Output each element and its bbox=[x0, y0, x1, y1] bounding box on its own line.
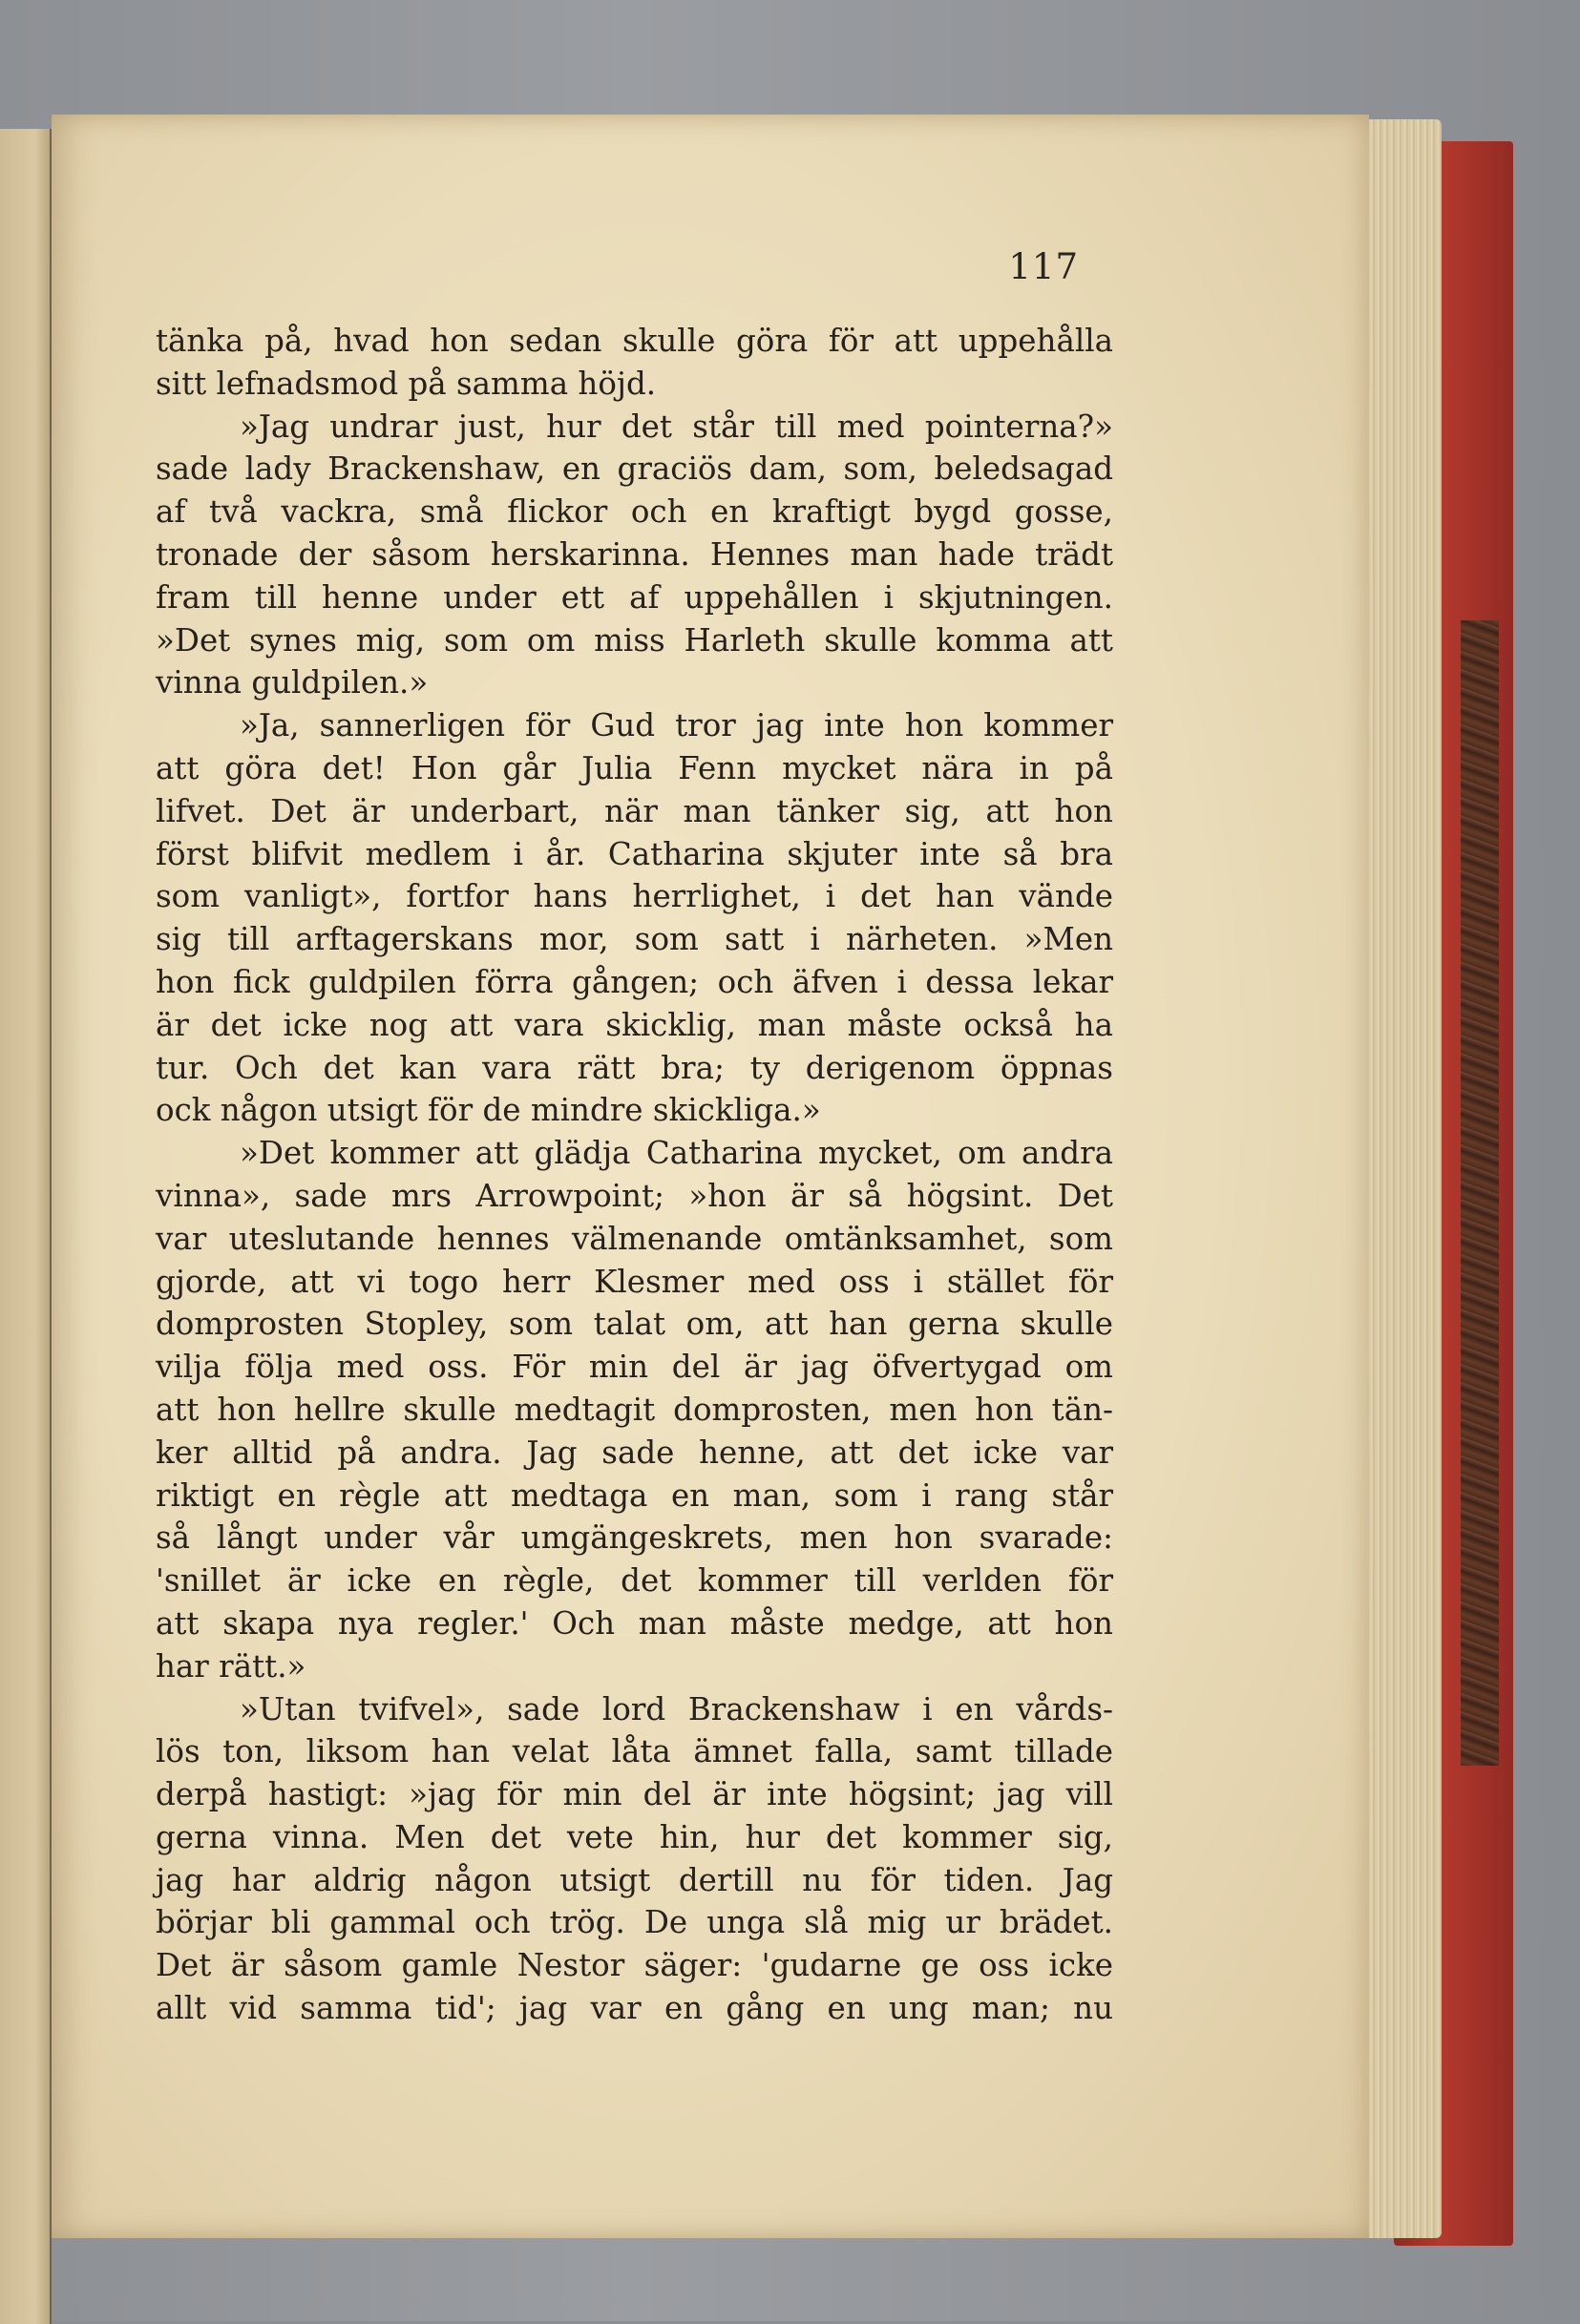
text-line: har rätt.» bbox=[156, 1647, 306, 1685]
text-line: »Jag undrar just, hur det står till med pointerna?» bbox=[240, 408, 1113, 445]
text-line: lifvet. Det är underbart, när man tänker sig, att hon bbox=[156, 792, 1113, 829]
text-line: 'snillet är icke en règle, det kommer till verlden för bbox=[156, 1562, 1113, 1600]
text-line: vilja följa med oss. För min del är jag öfvertygad om bbox=[156, 1349, 1113, 1386]
text-line: ker alltid på andra. Jag sade henne, att det icke var bbox=[156, 1434, 1113, 1471]
text-line: »Det kommer att glädja Catharina mycket, om andra bbox=[240, 1135, 1113, 1172]
body-text bbox=[156, 320, 1113, 2030]
text-line: lös ton, liksom han velat låta ämnet falla, samt tillade bbox=[156, 1733, 1113, 1770]
text-line: sitt lefnadsmod på samma höjd. bbox=[156, 365, 657, 402]
text-line: »Utan tvifvel», sade lord Brackenshaw i en vårds- bbox=[240, 1690, 1113, 1727]
text-line: sig till arftagerskans mor, som satt i närheten. »Men bbox=[156, 921, 1113, 958]
text-line: ock någon utsigt för de mindre skickliga.» bbox=[156, 1092, 821, 1129]
text-line: först blifvit medlem i år. Catharina skjuter inte så bra bbox=[156, 835, 1113, 872]
text-line: vinna», sade mrs Arrowpoint; »hon är så högsint. Det bbox=[156, 1177, 1113, 1214]
text-line: gerna vinna. Men det vete hin, hur det kommer sig, bbox=[156, 1818, 1113, 1855]
text-line: hon fick guldpilen förra gången; och äfven i dessa lekar bbox=[156, 963, 1113, 1000]
text-line: är det icke nog att vara skicklig, man måste också ha bbox=[156, 1006, 1113, 1043]
text-line: tronade der såsom herskarinna. Hennes man hade trädt bbox=[156, 535, 1113, 573]
cover-marbling bbox=[1461, 620, 1499, 1766]
text-line: derpå hastigt: »jag för min del är inte högsint; jag vill bbox=[156, 1776, 1113, 1813]
text-line: »Ja, sannerligen för Gud tror jag inte hon kommer bbox=[240, 707, 1113, 744]
text-line: gjorde, att vi togo herr Klesmer med oss i stället för bbox=[156, 1263, 1113, 1300]
page-number: 117 bbox=[1008, 246, 1079, 287]
text-line: Det är såsom gamle Nestor säger: 'gudarne ge oss icke bbox=[156, 1947, 1113, 1984]
text-line: vinna guldpilen.» bbox=[156, 664, 429, 701]
text-line: tur. Och det kan vara rätt bra; ty derigenom öppnas bbox=[156, 1049, 1113, 1086]
text-line: riktigt en règle att medtaga en man, som i rang står bbox=[156, 1476, 1113, 1514]
text-line: fram till henne under ett af uppehållen i skjutningen. bbox=[156, 578, 1113, 616]
text-line: allt vid samma tid'; jag var en gång en ung man; nu bbox=[156, 1990, 1113, 2027]
text-line: att skapa nya regler.' Och man måste medge, att hon bbox=[156, 1604, 1113, 1642]
text-line: att hon hellre skulle medtagit domprosten, men hon tän- bbox=[156, 1391, 1113, 1428]
text-line: som vanligt», fortfor hans herrlighet, i det han vände bbox=[156, 878, 1113, 915]
text-line: tänka på, hvad hon sedan skulle göra för att uppehålla bbox=[156, 323, 1113, 359]
text-line: börjar bli gammal och trög. De unga slå mig ur brädet. bbox=[156, 1904, 1113, 1941]
text-line: sade lady Brackenshaw, en graciös dam, som, beledsagad bbox=[156, 450, 1113, 488]
text-line: så långt under vår umgängeskrets, men hon svarade: bbox=[156, 1519, 1113, 1557]
text-line: att göra det! Hon går Julia Fenn mycket nära in på bbox=[156, 749, 1113, 786]
text-line: af två vackra, små flickor och en kraftigt bygd gosse, bbox=[156, 493, 1113, 531]
text-line: jag har aldrig någon utsigt dertill nu för tiden. Jag bbox=[156, 1861, 1113, 1898]
text-line: »Det synes mig, som om miss Harleth skulle komma att bbox=[156, 621, 1113, 659]
text-line: var uteslutande hennes välmenande omtänksamhet, som bbox=[156, 1220, 1113, 1257]
facing-page-edge bbox=[0, 129, 52, 2324]
text-line: domprosten Stopley, som talat om, att han gerna skulle bbox=[156, 1306, 1113, 1343]
